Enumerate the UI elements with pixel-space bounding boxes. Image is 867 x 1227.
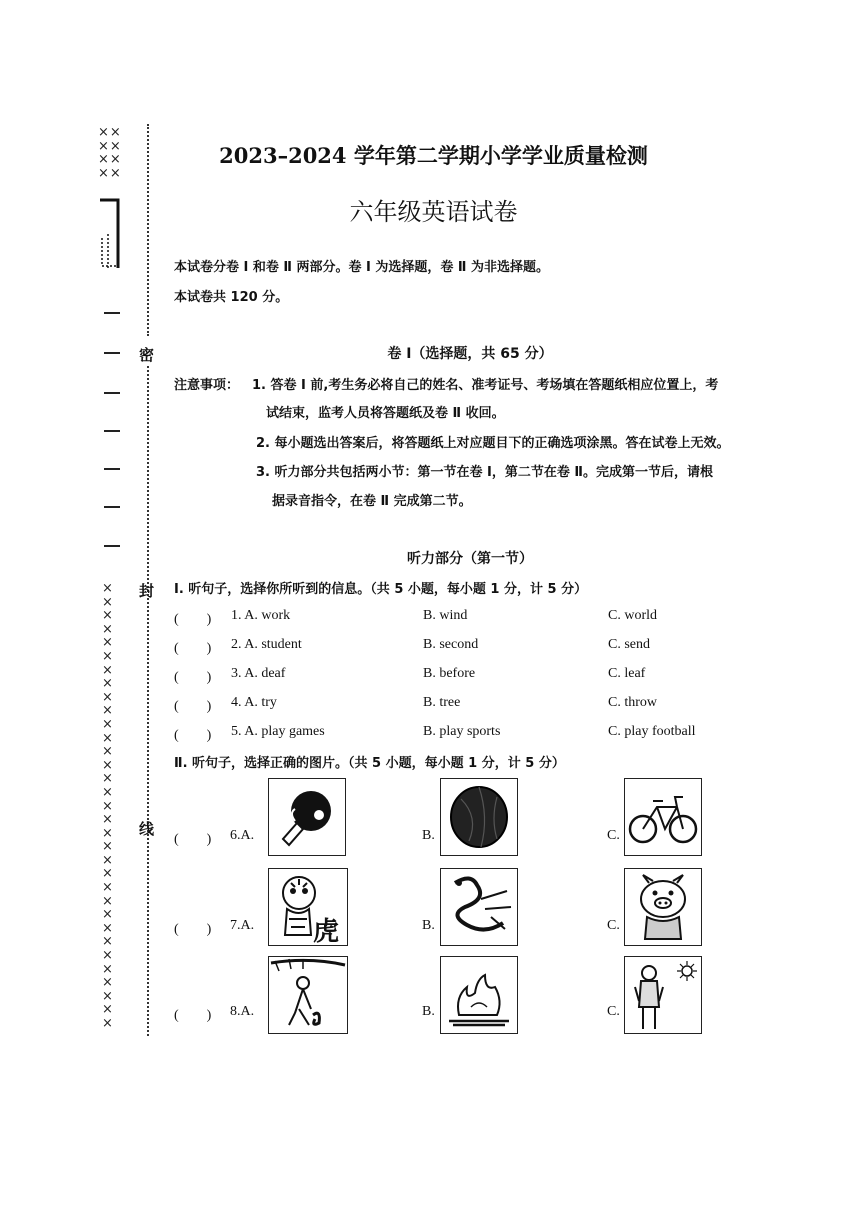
fire-image — [440, 956, 518, 1034]
ball-image — [440, 778, 518, 856]
x-mark-row: × — [102, 703, 114, 719]
x-mark-row: × — [102, 621, 114, 637]
bicycle-image — [624, 778, 702, 856]
intro-line-1: 本试卷分卷 Ⅰ 和卷 Ⅱ 两部分。卷 Ⅰ 为选择题，卷 Ⅱ 为非选择题。 — [174, 260, 550, 275]
x-mark-row: × — [102, 1002, 114, 1018]
notes-item-3a: 3. 听力部分共包括两小节：第一节在卷 Ⅰ，第二节在卷 Ⅱ。完成第一节后，请根 — [256, 465, 713, 480]
option-b: B. second — [423, 637, 479, 652]
x-mark-row: ×× — [98, 125, 122, 140]
option-a-label: 7.A. — [230, 918, 255, 933]
notes-label: 注意事项： — [174, 378, 240, 393]
x-mark-row: × — [102, 798, 114, 814]
answer-paren[interactable]: ( ) — [174, 612, 212, 627]
x-mark-row: × — [102, 812, 114, 828]
x-mark-row: × — [102, 975, 114, 991]
exam-title: 2023–2024 学年第二学期小学学业质量检测 — [219, 143, 648, 168]
option-a: 1. A. work — [231, 608, 291, 623]
x-mark-row: × — [102, 880, 114, 896]
x-mark-row: × — [102, 948, 114, 964]
intro-line-2: 本试卷共 120 分。 — [174, 290, 289, 305]
x-mark-row: × — [102, 689, 114, 705]
option-c: C. send — [608, 637, 650, 652]
x-mark-row: × — [102, 648, 114, 664]
seal-mi: 密 — [139, 346, 155, 364]
option-a-label: 8.A. — [230, 1004, 255, 1019]
binding-x-marks-bottom — [102, 582, 132, 1031]
answer-paren[interactable]: ( ) — [174, 832, 212, 847]
option-c: C. world — [608, 608, 657, 623]
option-c-label: C. — [607, 918, 620, 933]
option-a: 2. A. student — [231, 637, 302, 652]
option-b-label: B. — [422, 918, 435, 933]
notes-item-1b: 试结束，监考人员将答题纸及卷 Ⅱ 收回。 — [266, 406, 505, 421]
x-mark-row: × — [102, 1016, 114, 1031]
x-mark-row: × — [102, 961, 114, 977]
x-mark-row: × — [102, 716, 114, 732]
ping-pong-paddle-image — [268, 778, 346, 856]
x-mark-row: × — [102, 920, 114, 936]
notes-item-3b: 据录音指令，在卷 Ⅱ 完成第二节。 — [272, 494, 472, 509]
option-c-label: C. — [607, 828, 620, 843]
option-b: B. before — [423, 666, 476, 681]
answer-paren[interactable]: ( ) — [174, 728, 212, 743]
option-b-label: B. — [422, 1004, 435, 1019]
x-mark-row: × — [102, 988, 114, 1004]
notes-item-1a: 1. 答卷 Ⅰ 前,考生务必将自己的姓名、准考证号、考场填在答题纸相应位置上，考 — [252, 378, 719, 393]
x-mark-row: × — [102, 635, 114, 651]
answer-paren[interactable]: ( ) — [174, 670, 212, 685]
binding-dash — [104, 430, 120, 432]
dragon-image — [440, 868, 518, 946]
x-mark-row: ×× — [98, 165, 122, 181]
seal-xian: 线 — [139, 820, 155, 838]
answer-paren[interactable]: ( ) — [174, 699, 212, 714]
x-mark-row: × — [102, 866, 114, 882]
option-b-label: B. — [422, 828, 435, 843]
option-c: C. throw — [608, 695, 657, 710]
option-b: B. wind — [423, 608, 468, 623]
x-mark-row: ×× — [98, 138, 122, 154]
x-mark-row: ×× — [98, 152, 122, 168]
part-1-heading: Ⅰ. 听句子，选择你所听到的信息。（共 5 小题，每小题 1 分，计 5 分） — [174, 582, 588, 597]
listening-section-title: 听力部分（第一节） — [407, 551, 533, 567]
tiger-image — [268, 868, 348, 946]
x-mark-row: × — [102, 581, 114, 596]
option-b: B. tree — [423, 695, 461, 710]
binding-dash — [104, 468, 120, 470]
x-mark-row: × — [102, 771, 114, 787]
answer-paren[interactable]: ( ) — [174, 1008, 212, 1023]
binding-dotted-line — [147, 366, 149, 1036]
pig-image — [624, 868, 702, 946]
x-mark-row: × — [102, 757, 114, 773]
answer-paren[interactable]: ( ) — [174, 641, 212, 656]
x-mark-row: × — [102, 839, 114, 855]
x-mark-row: × — [102, 594, 114, 610]
binding-dash — [104, 392, 120, 394]
x-mark-row: × — [102, 907, 114, 923]
notes-item-2: 2. 每小题选出答案后，将答题纸上对应题目下的正确选项涂黑。答在试卷上无效。 — [256, 436, 730, 451]
seal-feng: 封 — [139, 582, 155, 600]
x-mark-row: × — [102, 744, 114, 760]
exam-subtitle: 六年级英语试卷 — [349, 198, 518, 226]
x-mark-row: × — [102, 893, 114, 909]
option-c: C. leaf — [608, 666, 646, 681]
person-in-sun-image — [624, 956, 702, 1034]
x-mark-row: × — [102, 852, 114, 868]
x-mark-row: × — [102, 662, 114, 678]
x-mark-row: × — [102, 825, 114, 841]
x-mark-row: × — [102, 784, 114, 800]
option-a: 5. A. play games — [231, 724, 325, 739]
volume-1-title: 卷 Ⅰ（选择题，共 65 分） — [387, 346, 553, 362]
binding-dash — [104, 545, 120, 547]
binding-dash — [104, 312, 120, 314]
option-a: 3. A. deaf — [231, 666, 286, 681]
x-mark-row: × — [102, 676, 114, 692]
tiger-character: 虎 — [313, 917, 340, 947]
option-c: C. play football — [608, 724, 696, 739]
option-a-label: 6.A. — [230, 828, 255, 843]
option-a: 4. A. try — [231, 695, 277, 710]
option-b: B. play sports — [423, 724, 501, 739]
binding-dash — [104, 506, 120, 508]
x-mark-row: × — [102, 730, 114, 746]
part-2-heading: Ⅱ. 听句子，选择正确的图片。（共 5 小题，每小题 1 分，计 5 分） — [174, 756, 565, 771]
x-mark-row: × — [102, 934, 114, 950]
answer-paren[interactable]: ( ) — [174, 922, 212, 937]
x-mark-row: × — [102, 608, 114, 624]
person-under-tree-image — [268, 956, 348, 1034]
option-c-label: C. — [607, 1004, 620, 1019]
